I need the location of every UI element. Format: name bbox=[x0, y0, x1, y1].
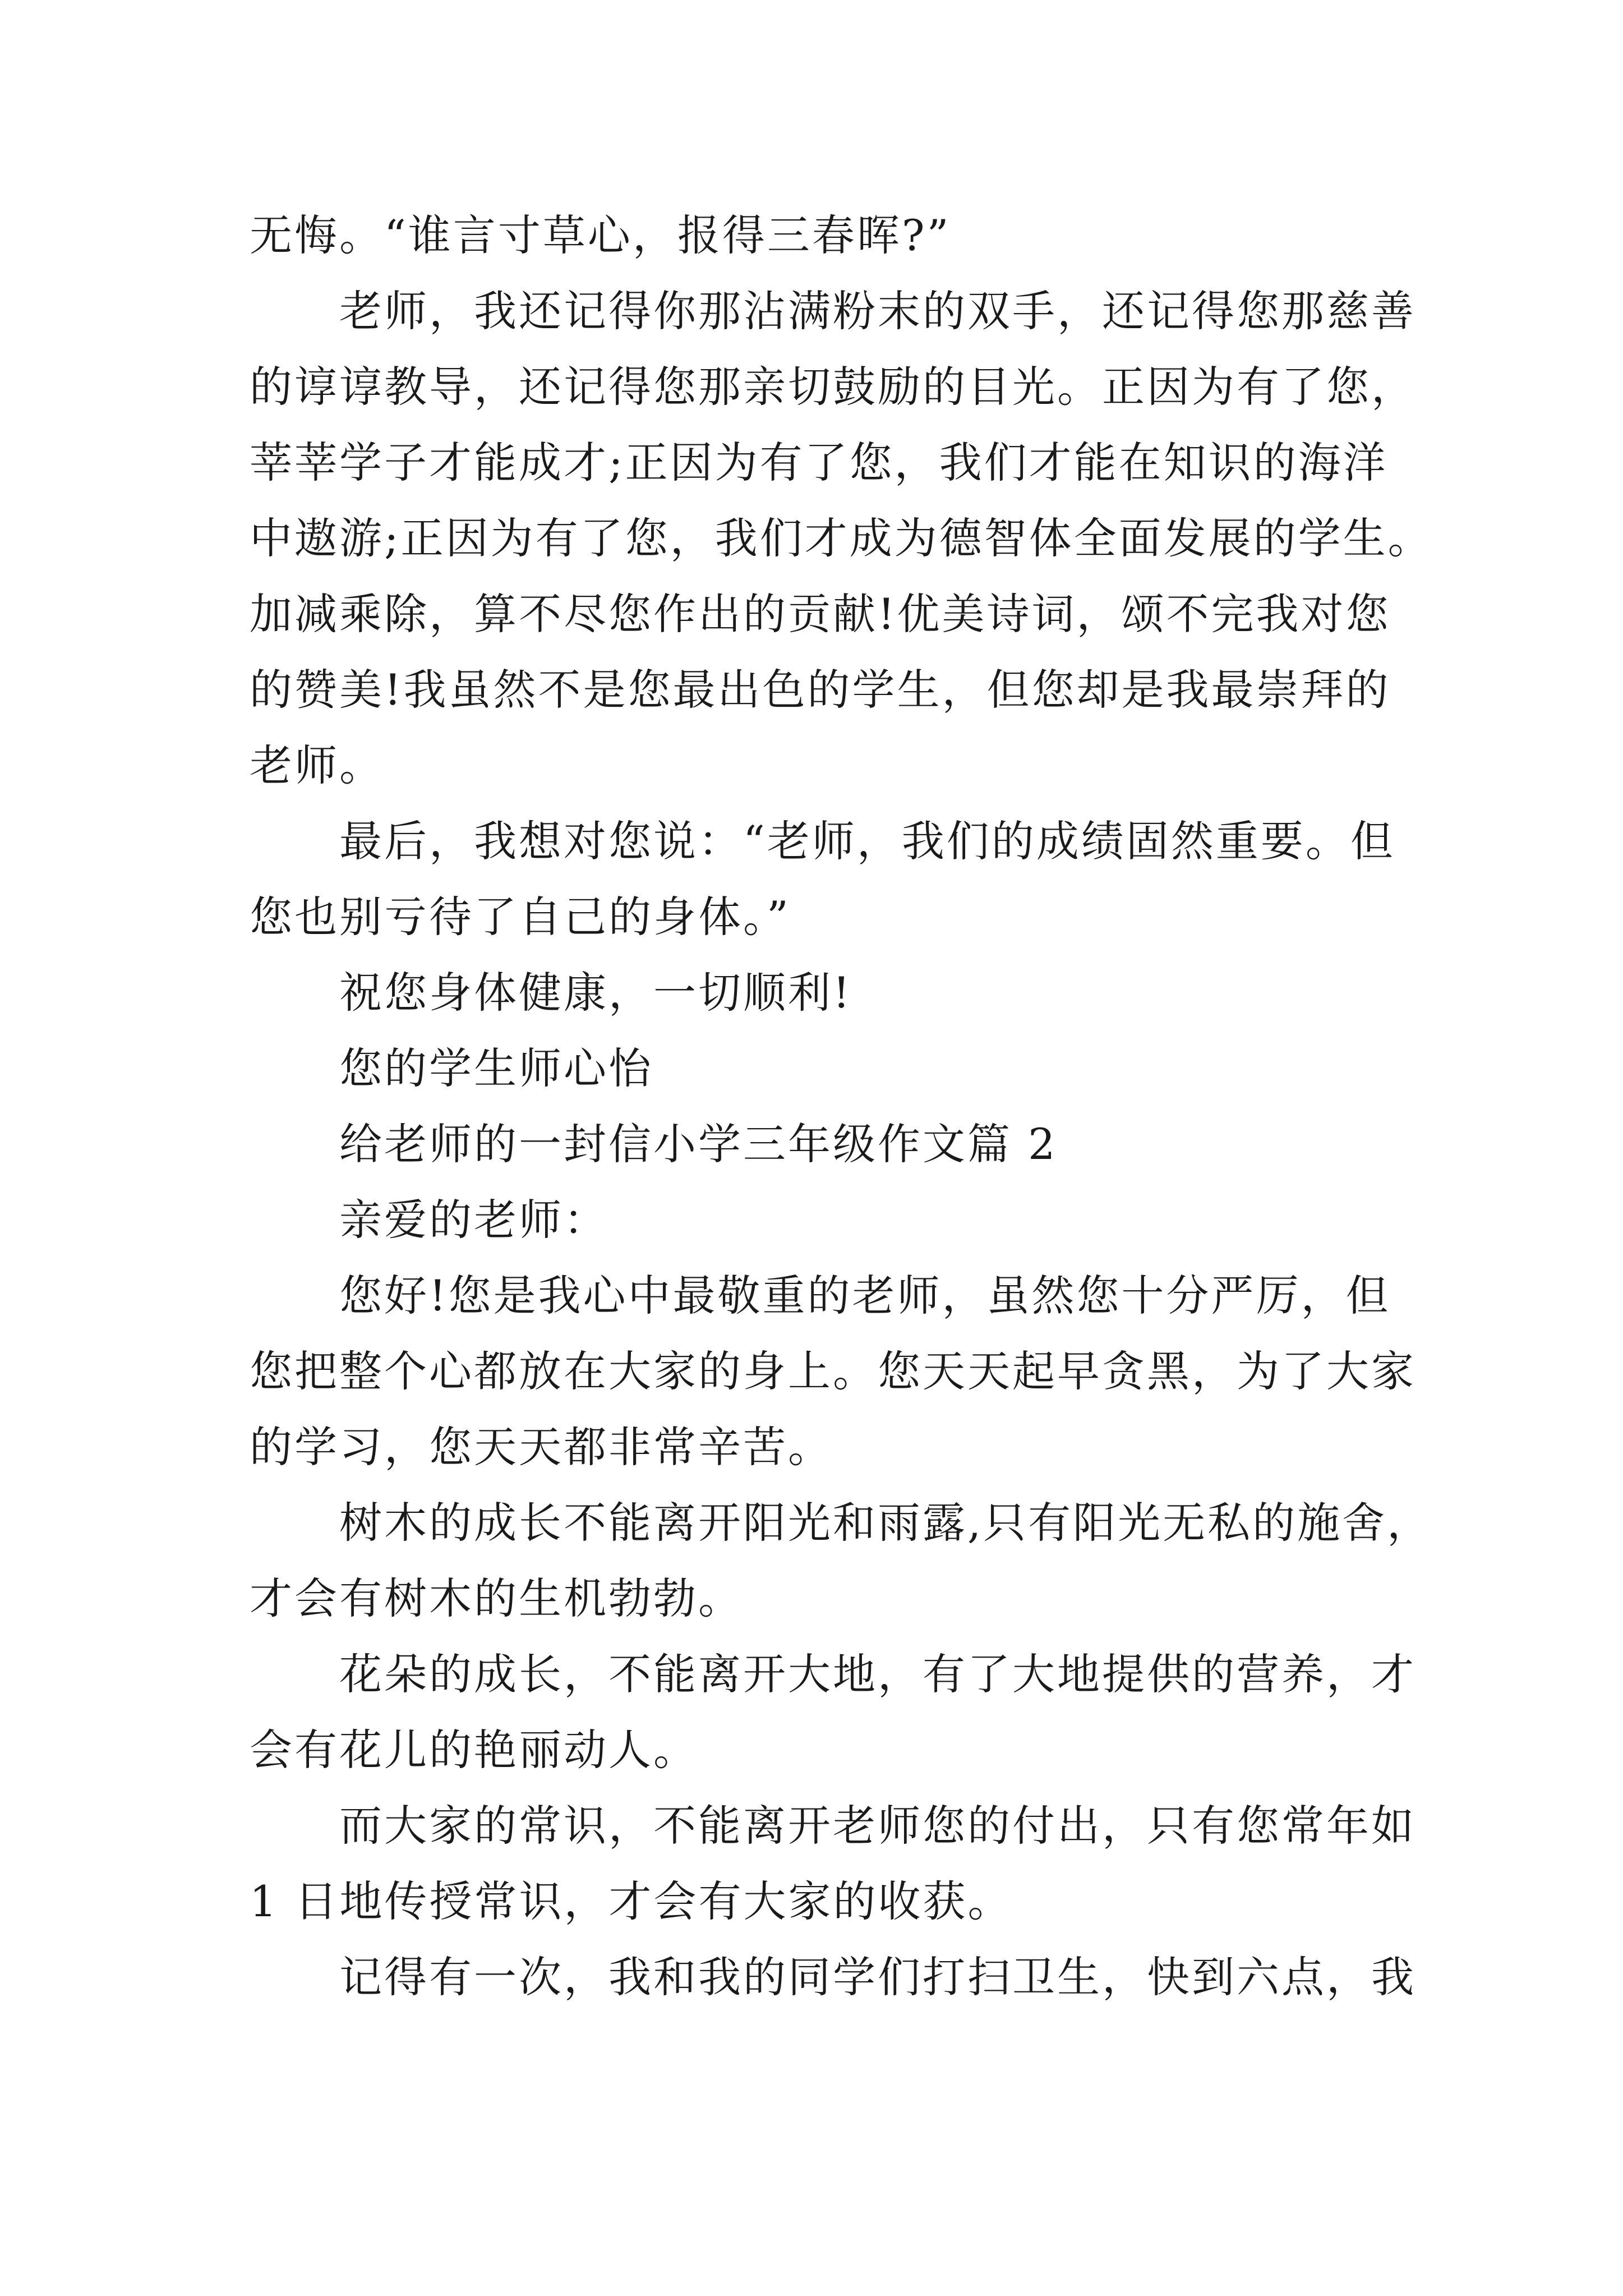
text-line: 1 日地传授常识，才会有大家的收获。 bbox=[250, 1876, 1013, 1926]
text-line: 您的学生师心怡 bbox=[339, 1043, 653, 1093]
text-line: 您把整个心都放在大家的身上。您天天起早贪黑，为了大家 bbox=[250, 1346, 1416, 1396]
text-line: 记得有一次，我和我的同学们打扫卫生，快到六点，我 bbox=[339, 1952, 1416, 2002]
text-line: 最后，我想对您说：“老师，我们的成绩固然重要。但 bbox=[339, 816, 1395, 866]
text-line: 的赞美!我虽然不是您最出色的学生，但您却是我最崇拜的 bbox=[250, 665, 1391, 715]
text-line: 无悔。“谁言寸草心，报得三春晖?” bbox=[250, 210, 951, 260]
text-line: 祝您身体健康，一切顺利! bbox=[339, 968, 852, 1018]
text-line: 的学习，您天天都非常辛苦。 bbox=[250, 1422, 833, 1472]
text-line: 树木的成长不能离开阳光和雨露,只有阳光无私的施舍， bbox=[339, 1498, 1432, 1548]
text-line: 给老师的一封信小学三年级作文篇 2 bbox=[339, 1119, 1058, 1169]
text-line: 您好!您是我心中最敬重的老师，虽然您十分严厉，但 bbox=[339, 1271, 1391, 1320]
text-line: 莘莘学子才能成才;正因为有了您，我们才能在知识的海洋 bbox=[250, 438, 1388, 487]
document-text bbox=[250, 197, 1433, 2015]
text-line: 中遨游;正因为有了您，我们才成为德智体全面发展的学生。 bbox=[250, 513, 1433, 563]
text-line: 而大家的常识，不能离开老师您的付出，只有您常年如 bbox=[339, 1801, 1416, 1851]
text-line: 亲爱的老师： bbox=[339, 1195, 608, 1245]
text-line: 才会有树木的生机勃勃。 bbox=[250, 1573, 743, 1623]
text-line: 的谆谆教导，还记得您那亲切鼓励的目光。正因为有了您， bbox=[250, 362, 1416, 412]
text-line: 您也别亏待了自己的身体。” bbox=[250, 892, 791, 942]
text-line: 会有花儿的艳丽动人。 bbox=[250, 1725, 698, 1775]
text-line: 花朵的成长，不能离开大地，有了大地提供的营养，才 bbox=[339, 1649, 1416, 1699]
text-line: 老师，我还记得你那沾满粉末的双手，还记得您那慈善 bbox=[339, 286, 1416, 336]
text-line: 老师。 bbox=[250, 740, 384, 790]
text-line: 加减乘除，算不尽您作出的贡献!优美诗词，颂不完我对您 bbox=[250, 589, 1391, 639]
